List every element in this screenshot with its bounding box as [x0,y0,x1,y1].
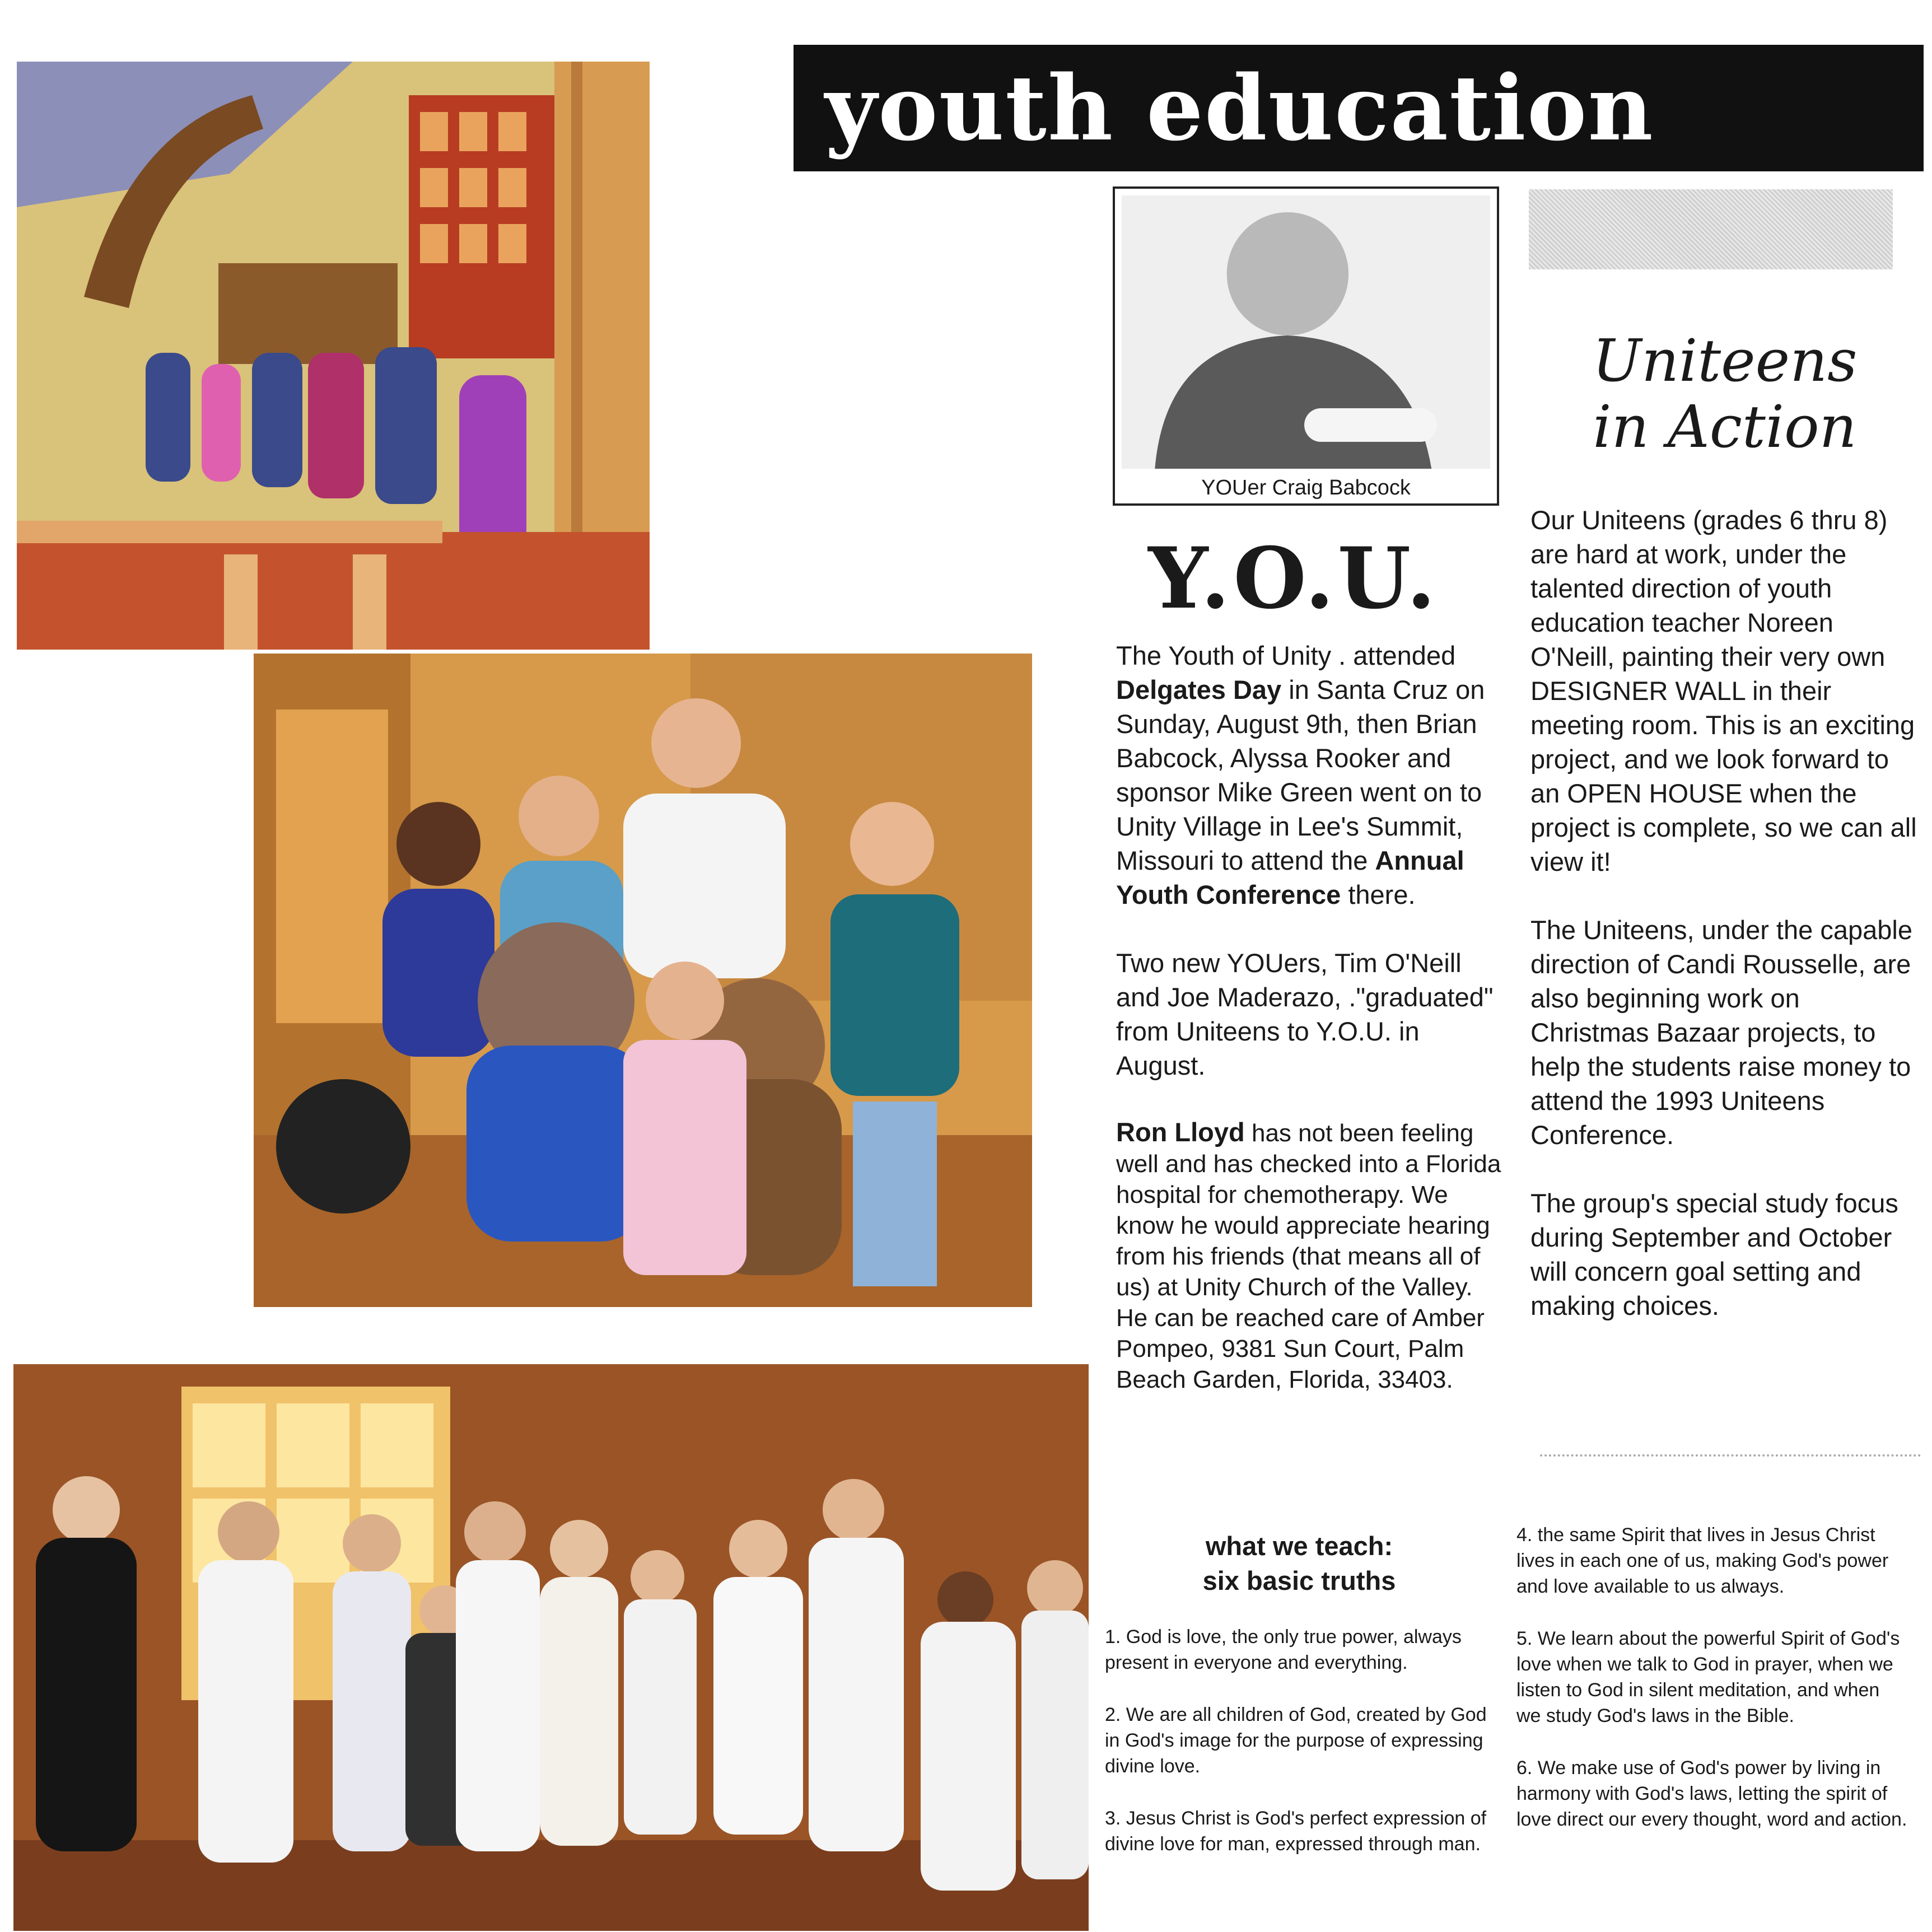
you-heading: Y.O.U. [1148,529,1439,628]
truth-item: 3. Jesus Christ is God's perfect expression of divine love for man, expressed through man. [1105,1808,1487,1855]
halftone-patch [1529,189,1893,269]
kids-with-stuffed-animals-photo [254,654,1032,1307]
you-article [1116,638,1511,1429]
truth-item: 6. We make use of God's power by living in harmony with God's laws, letting the spirit of love direct our every thought, word and action. [1516,1757,1907,1830]
uniteens-paragraph-2: The Uniteens, under the capable direction of Candi Rousselle, are also beginning work on Christmas Bazaar projects, to help the students raise money to attend the 1993 Uniteens Conference. [1530,915,1912,1150]
you-paragraph-2: Two new YOUers, Tim O'Neill and Joe Maderazo, ."graduated" from Uniteens to Y.O.U. in August. [1116,948,1494,1080]
teach-heading [1120,1529,1478,1598]
teach-heading-line-1: what we teach: [1205,1531,1393,1561]
section-title-banner: youth education [794,45,1924,171]
event-name: Annual Youth Conference [1116,846,1464,909]
uniteens-heading-line-2: in Action [1593,393,1857,461]
truth-item: 1. God is love, the only true power, always present in everyone and everything. [1105,1626,1462,1673]
uniteens-article [1530,503,1922,1357]
uniteens-heading [1546,328,1904,460]
portrait-frame [1113,186,1499,506]
church-interior-photo [17,62,650,650]
event-name: Delgates Day [1116,675,1282,704]
truths-left-column [1105,1624,1491,1883]
truth-item: 4. the same Spirit that lives in Jesus Christ lives in each one of us, making God's power and love available to us always. [1516,1524,1889,1597]
portrait-caption: YOUer Craig Babcock [1201,476,1411,500]
person-name: Ron Lloyd [1116,1117,1245,1147]
text-run: The Youth of Unity . attended [1116,641,1456,670]
you-paragraph-1 [1116,638,1511,912]
truth-item: 5. We learn about the powerful Spirit of God's love when we talk to God in prayer, when we listen to God in silent meditation, and when we study God's laws in the Bible. [1516,1628,1900,1726]
portrait-photo [1122,195,1490,469]
text-run: there. [1341,880,1416,909]
uniteens-paragraph-3: The group's special study focus during September and October will concern goal setting and making choices. [1530,1188,1898,1320]
truth-item: 2. We are all children of God, created by God in God's image for the purpose of expressing divine love. [1105,1704,1487,1777]
dotted-divider [1540,1454,1921,1457]
uniteens-heading-line-1: Uniteens [1592,326,1858,395]
uniteens-paragraph-1: Our Uniteens (grades 6 thru 8) are hard at work, under the talented direction of youth education teacher Noreen O'Neill, painting their very own DESIGNER WALL in their meeting room. This is an exciting project, and we look forward to an OPEN HOUSE when the project is complete, so we can all view it! [1530,505,1917,876]
teach-heading-line-2: six basic truths [1202,1566,1396,1595]
pageant-performers-photo [13,1364,1089,1931]
truths-right-column [1516,1522,1908,1859]
text-run: has not been feeling well and has checked into a Florida hospital for chemotherapy. We know he would appreciate hearing from his friends (that means all of us) at Unity Church of the Valley. He can be reached care of Amber Pompeo, 9381 Sun Court, Palm Beach Garden, Florida, 33403. [1116,1119,1501,1393]
text-run: in Santa Cruz on Sunday, August 9th, then Brian Babcock, Alyssa Rooker and sponsor Mike Green went on to Unity Village in Lee's Summit, Missouri to attend the [1116,675,1485,875]
you-paragraph-3 [1116,1117,1511,1395]
